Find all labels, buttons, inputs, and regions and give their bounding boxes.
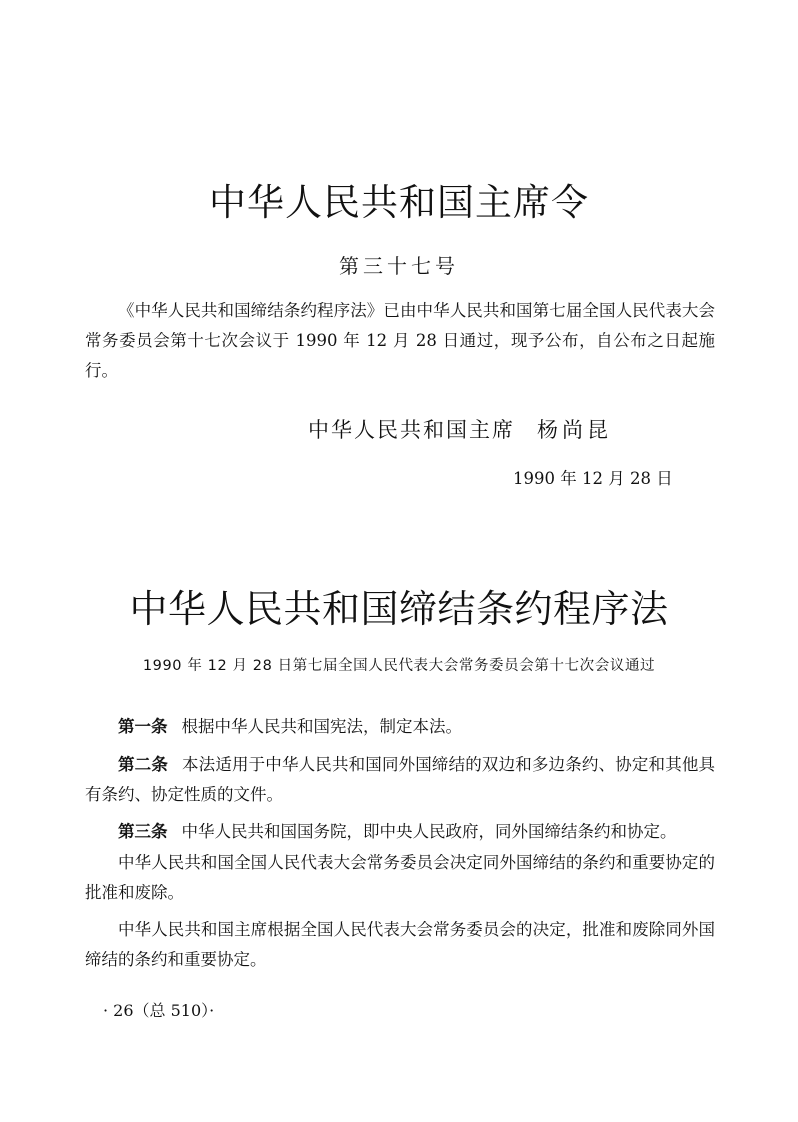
signature-block <box>308 414 612 444</box>
law-title: 中华人民共和国缔结条约程序法 <box>129 587 669 631</box>
order-title: 中华人民共和国主席令 <box>209 181 589 224</box>
order-body: 《中华人民共和国缔结条约程序法》已由中华人民共和国第七届全国人民代表大会常务委员会第十七次会议于 1990 年 12 月 28 日通过，现予公布，自公布之日起施行。 <box>85 301 715 380</box>
signature-title: 中华人民共和国主席 <box>308 418 515 442</box>
signer-name: 杨尚昆 <box>537 418 612 442</box>
paragraph-npc-ratification: 中华人民共和国全国人民代表大会常务委员会决定同外国缔结的条约和重要协定的批准和废除。 <box>85 853 715 902</box>
paragraph-president-ratification: 中华人民共和国主席根据全国人民代表大会常务委员会的决定，批准和废除同外国缔结的条约和重要协定。 <box>85 920 715 969</box>
article-2-text: 本法适用于中华人民共和国同外国缔结的双边和多边条约、协定和其他具有条约、协定性质的文件。 <box>85 755 716 804</box>
law-subtitle: 1990 年 12 月 28 日第七届全国人民代表大会常务委员会第十七次会议通过 <box>142 658 656 674</box>
page-number: · 26（总 510）· <box>103 1001 215 1020</box>
article-1 <box>85 712 715 742</box>
article-3-label: 第三条 <box>118 822 168 841</box>
article-3-text: 中华人民共和国国务院，即中央人民政府，同外国缔结条约和协定。 <box>181 822 677 841</box>
article-1-text: 根据中华人民共和国宪法，制定本法。 <box>181 717 462 736</box>
order-number: 第三十七号 <box>339 254 459 278</box>
article-3 <box>85 817 715 847</box>
article-2-label: 第二条 <box>118 755 168 774</box>
article-2 <box>85 750 715 810</box>
order-date: 1990 年 12 月 28 日 <box>513 469 673 488</box>
article-1-label: 第一条 <box>118 717 168 736</box>
